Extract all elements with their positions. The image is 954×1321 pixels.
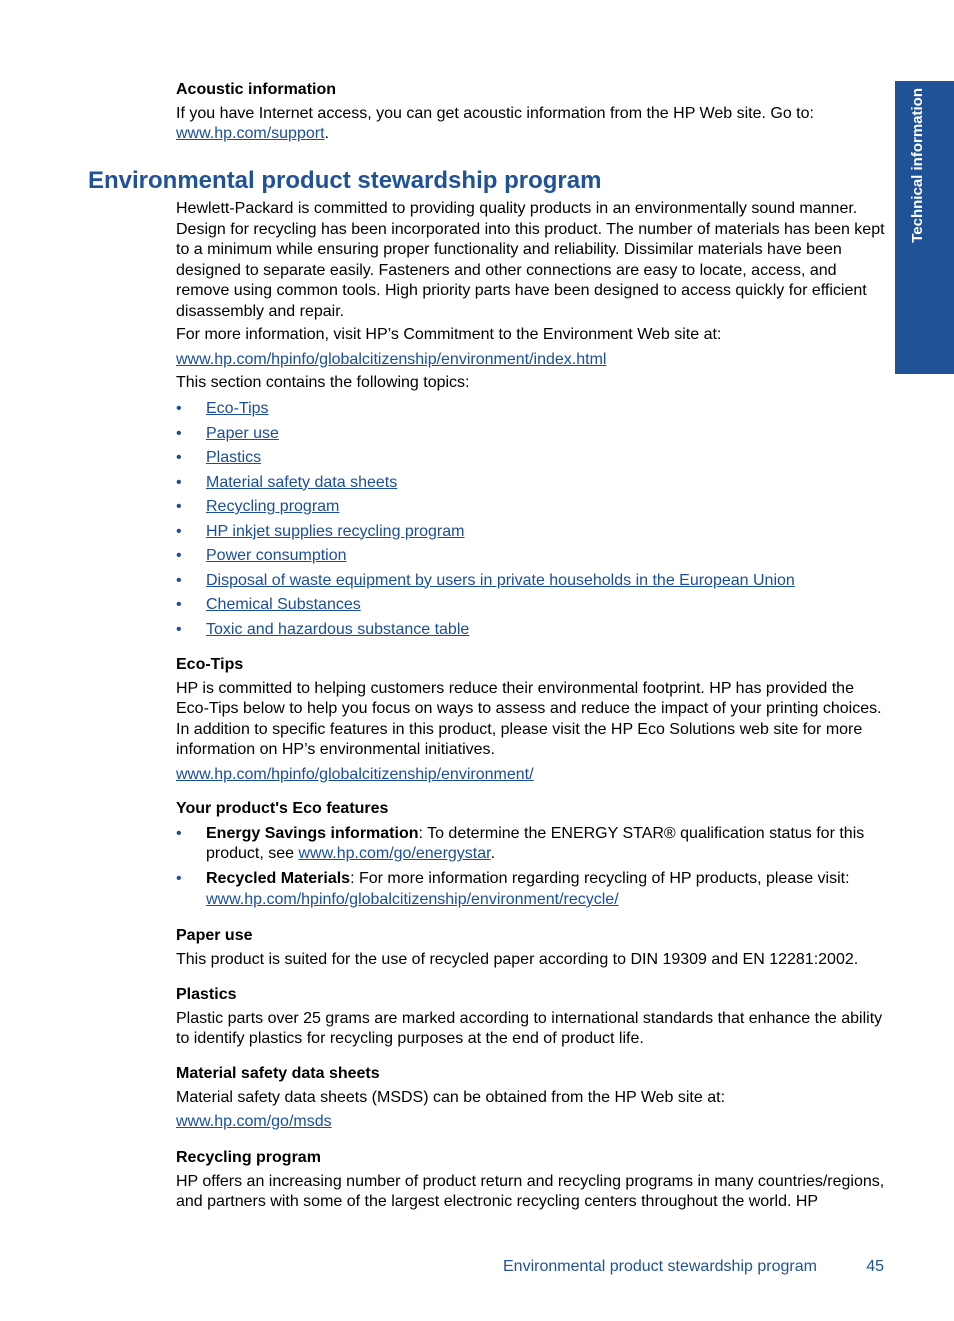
page-number: 45 (866, 1258, 884, 1275)
topic-item (176, 620, 888, 641)
topic-item (176, 571, 888, 592)
intro-text: Hewlett-Packard is committed to providing quality products in an environmentally sound manner. Design for recycling has been incorporated into this product. The number of materials has been kept to a minimum while ensuring proper functionality and reliability. Dissimilar materials have been designed to separate easily. Fasteners and other connections are easy to locate, access, and remove using common tools. High priority parts have been designed to access quickly for efficient disassembly and repair. (176, 200, 885, 320)
topic-item (176, 497, 888, 518)
bullet: • (176, 547, 182, 564)
side-tab-label: Technical information (909, 88, 926, 243)
page-title: Environmental product stewardship program (88, 167, 602, 194)
recycling-heading: Recycling program (176, 1149, 321, 1166)
topic-item (176, 448, 888, 469)
acoustic-period: . (324, 125, 329, 142)
footer-section-title: Environmental product stewardship program (503, 1258, 817, 1275)
topic-link[interactable]: Plastics (206, 449, 262, 466)
topic-link[interactable]: Recycling program (206, 498, 340, 515)
topic-item (176, 522, 888, 543)
topic-link[interactable]: Material safety data sheets (206, 473, 398, 491)
more-info-text: For more information, visit HP’s Commitment to the Environment Web site at: (176, 326, 722, 343)
topic-link[interactable]: Toxic and hazardous substance table (206, 620, 470, 638)
environment-link[interactable]: www.hp.com/hpinfo/globalcitizenship/environment/index.html (176, 350, 607, 368)
energy-text: : To determine the ENERGY STAR® qualification status for this product, see (206, 824, 865, 862)
recycling-text: HP offers an increasing number of product return and recycling programs in many countries/regions, and partners with some of the largest electronic recycling centers throughout the world. HP (176, 1172, 885, 1210)
plastics-heading: Plastics (176, 986, 237, 1003)
acoustic-section (176, 80, 888, 145)
energystar-link[interactable]: www.hp.com/go/energystar (298, 845, 491, 862)
acoustic-body: If you have Internet access, you can get acoustic information from the HP Web site. Go to: (176, 104, 814, 122)
bullet: • (176, 869, 182, 887)
topic-item (176, 546, 888, 567)
energy-savings-item (176, 824, 888, 865)
eco-features-section (176, 799, 888, 911)
bullet: • (176, 596, 182, 613)
paper-use-text: This product is suited for the use of recycled paper according to DIN 19309 and EN 12281:2002. (176, 950, 859, 968)
eco-tips-section (176, 655, 888, 785)
bullet: • (176, 400, 182, 417)
topic-item (176, 595, 888, 616)
topic-link[interactable]: Paper use (206, 424, 279, 442)
topic-link[interactable]: Chemical Substances (206, 596, 361, 613)
msds-section (176, 1064, 888, 1133)
bullet: • (176, 824, 182, 842)
eco-features-heading: Your product's Eco features (176, 800, 389, 817)
recycled-label: Recycled Materials (206, 869, 351, 887)
paper-use-heading: Paper use (176, 927, 253, 944)
energy-label: Energy Savings information (206, 824, 419, 842)
eco-tips-link[interactable]: www.hp.com/hpinfo/globalcitizenship/environment/ (176, 765, 534, 783)
plastics-text: Plastic parts over 25 grams are marked according to international standards that enhance the ability to identify plastics for recycling purposes at the end of product life. (176, 1009, 883, 1047)
topic-item (176, 399, 888, 420)
bullet: • (176, 424, 182, 442)
energy-period: . (490, 845, 496, 862)
paper-use-section (176, 926, 888, 970)
topics-list (176, 399, 888, 640)
page-footer (503, 1257, 888, 1278)
topic-link[interactable]: Eco-Tips (206, 400, 269, 417)
bullet: • (176, 449, 182, 466)
intro-section (176, 199, 888, 394)
bullet: • (176, 620, 182, 638)
bullet: • (176, 473, 182, 491)
eco-tips-text: HP is committed to helping customers reduce their environmental footprint. HP has provided the Eco-Tips below to help you focus on ways to assess and reduce the impact of your printing choices. In addition to specific features in this product, please visit the HP Eco Solutions web site for more information on HP’s environmental initiatives. (176, 679, 882, 758)
recycled-materials-item (176, 869, 888, 911)
acoustic-text (176, 104, 888, 145)
recycle-link[interactable]: www.hp.com/hpinfo/globalcitizenship/environment/recycle/ (206, 891, 619, 908)
topic-link[interactable]: HP inkjet supplies recycling program (206, 522, 465, 540)
bullet: • (176, 522, 182, 540)
recycling-section (176, 1148, 888, 1213)
plastics-section (176, 985, 888, 1050)
topic-link[interactable]: Power consumption (206, 547, 347, 564)
bullet: • (176, 571, 182, 589)
acoustic-heading: Acoustic information (176, 81, 337, 98)
acoustic-link[interactable]: www.hp.com/support (176, 125, 325, 142)
eco-tips-heading: Eco-Tips (176, 656, 244, 673)
bullet: • (176, 498, 182, 515)
side-tab (895, 81, 954, 374)
msds-link[interactable]: www.hp.com/go/msds (176, 1113, 332, 1130)
topic-item (176, 424, 888, 445)
recycled-text: : For more information regarding recycling of HP products, please visit: (350, 869, 850, 887)
topics-intro: This section contains the following topics: (176, 374, 470, 391)
msds-text: Material safety data sheets (MSDS) can be obtained from the HP Web site at: (176, 1088, 726, 1106)
msds-heading: Material safety data sheets (176, 1065, 380, 1082)
topic-item (176, 473, 888, 494)
topic-link[interactable]: Disposal of waste equipment by users in private households in the European Union (206, 571, 795, 589)
